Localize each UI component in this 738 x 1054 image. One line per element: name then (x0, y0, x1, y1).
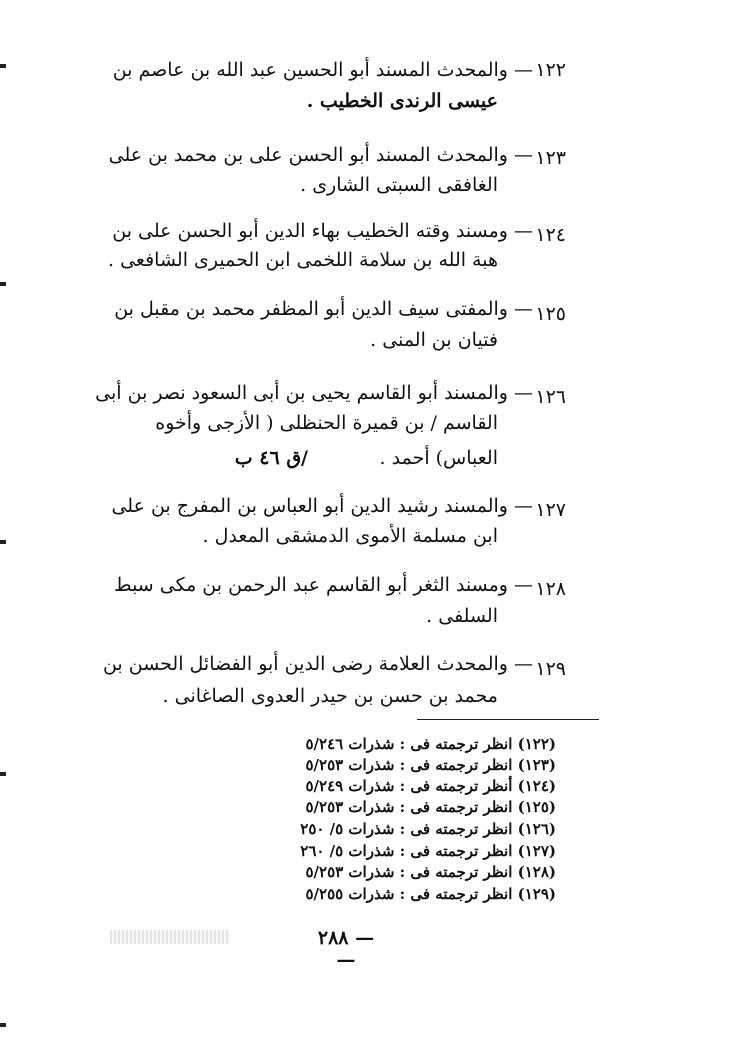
scan-edge-mark (0, 772, 6, 776)
entry-line: ابن مسلمة الأموى الدمشقى المعدل . (202, 525, 498, 547)
entry-line: — ومسند الثغر أبو القاسم عبد الرحمن بن مكى سبط (114, 574, 533, 596)
entry-line: السلفى . (426, 605, 498, 627)
entry-line: فتيان بن المنى . (370, 329, 498, 351)
entry-line: — ومسند وقته الخطيب بهاء الدين أبو الحسن على بن (112, 220, 533, 242)
entry-number: ١٢٩ (535, 658, 566, 680)
footnote: (١٢٦) انظر ترجمته فى : شذرات ٥/ ٢٥٠ (300, 820, 556, 838)
entry-line: — والمسند رشيد الدين أبو العباس بن المفرج بن على (111, 495, 533, 517)
entry-number: ١٢٨ (535, 578, 566, 600)
scan-edge-mark (0, 1023, 6, 1027)
footnote: (١٢٨) انظر ترجمته فى : شذرات ٥/٢٥٣ (305, 863, 556, 881)
entry-line: القاسم / بن قميرة الحنظلى ( الأزجى وأخوه (155, 412, 498, 434)
footnote: (١٢٤) أنظر ترجمته فى : شذرات ٥/٢٤٩ (305, 777, 556, 795)
entry-line: محمد بن حسن بن حيدر العدوى الصاغانى . (162, 685, 498, 707)
footnote: (١٢٧) انظر ترجمته فى : شذرات ٥/ ٢٦٠ (300, 842, 556, 860)
entry-number: ١٢٣ (535, 147, 566, 169)
entry-number: ١٢٤ (535, 224, 566, 246)
entry-number: ١٢٢ (535, 59, 566, 81)
scan-edge-mark (0, 540, 6, 544)
entry-number: ١٢٥ (535, 303, 566, 325)
entry-line: عيسى الرندى الخطيب . (306, 90, 498, 112)
scan-edge-mark (0, 64, 6, 68)
footnote: (١٢٩) انظر ترجمته فى : شذرات ٥/٢٥٥ (305, 885, 556, 903)
footnote-separator (417, 719, 599, 720)
footnote: (١٢٢) انظر ترجمته فى : شذرات ٥/٢٤٦ (305, 735, 556, 753)
entry-line: العباس) أحمد . (379, 447, 498, 469)
entry-line: — والمحدث المسند أبو الحسين عبد الله بن عاصم بن (112, 59, 533, 81)
entry-line: هبة الله بن سلامة اللخمى ابن الحميرى الشافعى . (108, 249, 498, 271)
footnote: (١٢٣) انظر ترجمته فى : شذرات ٥/٢٥٣ (305, 756, 556, 774)
page-number: — ٢٨٨ — (317, 927, 375, 971)
entry-line: — والمحدث المسند أبو الحسن على بن محمد بن على (108, 144, 533, 166)
entry-number: ١٢٧ (535, 499, 566, 521)
footnote: (١٢٥) انظر ترجمته فى : شذرات ٥/٢٥٣ (305, 798, 556, 816)
entry-line: — والمفتى سيف الدين أبو المظفر محمد بن مقبل بن (114, 298, 533, 320)
folio-marker: /ق ٤٦ ب (234, 447, 308, 469)
scan-smudge (110, 930, 230, 944)
entry-line: — والمسند أبو القاسم يحيى بن أبى السعود نصر بن أبى (95, 382, 533, 404)
entry-line: الغافقى السبتى الشارى . (300, 174, 498, 196)
entry-line: — والمحدث العلامة رضى الدين أبو الفضائل الحسن بن (102, 653, 533, 675)
entry-number: ١٢٦ (535, 386, 566, 408)
scan-edge-mark (0, 282, 6, 286)
